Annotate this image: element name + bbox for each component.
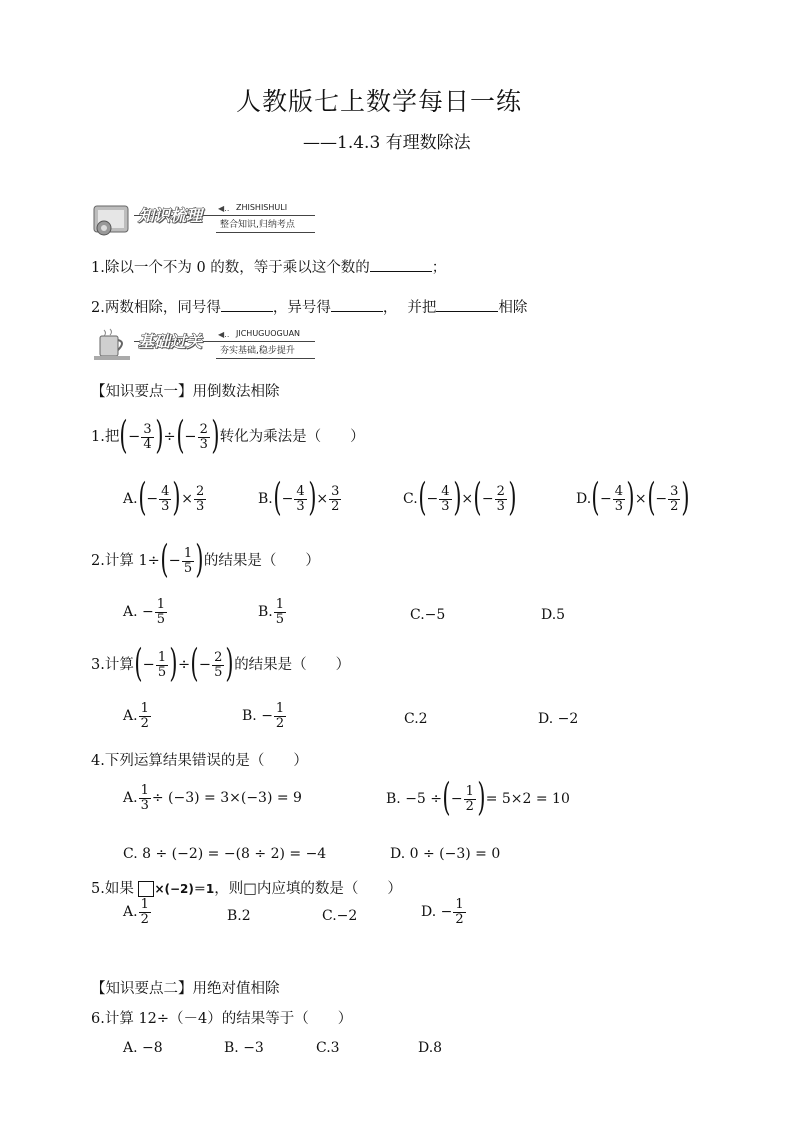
- q3-option-a[interactable]: A. $\frac{1}{2}$: [123, 701, 149, 731]
- q4-option-b[interactable]: B. −5 ÷(− $\frac{1}{2}$ )= 5×2 = 10: [386, 775, 570, 819]
- banner-pinyin: ZHISHISHULI: [236, 203, 288, 212]
- banner-title: 知识梳理: [138, 206, 203, 225]
- q6-option-d[interactable]: D.8: [418, 1040, 443, 1056]
- q5-option-b[interactable]: B.2: [227, 908, 251, 924]
- q5-option-d[interactable]: D. − $\frac{1}{2}$: [421, 897, 464, 927]
- q4-option-c[interactable]: C. 8 ÷ (−2) = −(8 ÷ 2) = −4: [123, 846, 327, 862]
- answer-box: [138, 881, 154, 897]
- q2-option-c[interactable]: C.−5: [410, 607, 446, 623]
- q4-option-a[interactable]: A. $\frac{1}{3}$ ÷ (−3) = 3×(−3) = 9: [123, 783, 302, 813]
- section-heading-1: 【知识要点一】用倒数法相除: [91, 384, 280, 400]
- q5-option-a[interactable]: A. $\frac{1}{2}$: [123, 897, 149, 927]
- q3-option-d[interactable]: D. −2: [538, 711, 579, 727]
- banner-knowledge-review: [90, 200, 315, 236]
- question-4: 4.下列运算结果错误的是（ ）: [91, 753, 308, 769]
- q6-option-b[interactable]: B. −3: [224, 1040, 264, 1056]
- arrow-icon: ◀‥: [218, 330, 230, 339]
- banner-title: 基础过关: [138, 332, 203, 351]
- banner-pinyin: JICHUGUOGUAN: [236, 329, 301, 338]
- q6-option-a[interactable]: A. −8: [123, 1040, 163, 1056]
- q1-option-d[interactable]: D.(− $\frac{4}{3}$ )×(− $\frac{3}{2}$ ): [576, 475, 690, 519]
- question-1: 1.把(− $\frac{3}{4}$ )÷(− $\frac{2}{3}$ )转化为乘法是（ ）: [91, 413, 365, 457]
- q1-option-c[interactable]: C.(− $\frac{4}{3}$ )×(− $\frac{2}{3}$ ): [403, 475, 517, 519]
- q1-option-a[interactable]: A.(− $\frac{4}{3}$ )× $\frac{2}{3}$: [123, 475, 205, 519]
- q2-option-d[interactable]: D.5: [541, 607, 566, 623]
- q6-option-c[interactable]: C.3: [316, 1040, 340, 1056]
- section-heading-2: 【知识要点二】用绝对值相除: [91, 981, 280, 997]
- banner-note: 夯实基础,稳步提升: [220, 346, 295, 356]
- question-5: 5.如果 ×(−2)＝1，则□内应填的数是（ ）: [91, 881, 402, 897]
- q2-option-b[interactable]: B. $\frac{1}{5}$: [258, 597, 285, 627]
- q3-option-b[interactable]: B. − $\frac{1}{2}$: [242, 701, 285, 731]
- review-item-1: 1.除以一个不为 0 的数，等于乘以这个数的 ；: [91, 256, 446, 277]
- page-title: 人教版七上数学每日一练: [236, 87, 523, 116]
- q1-option-b[interactable]: B.(− $\frac{4}{3}$ )× $\frac{3}{2}$: [258, 475, 340, 519]
- banner-basic-practice: [90, 326, 315, 362]
- question-6: 6.计算 12÷（－4）的结果等于（ ）: [91, 1011, 353, 1027]
- q4-option-d[interactable]: D. 0 ÷ (−3) = 0: [390, 846, 501, 862]
- arrow-icon: ◀‥: [218, 204, 230, 213]
- page-subtitle: ——1.4.3 有理数除法: [303, 133, 471, 153]
- q3-option-c[interactable]: C.2: [404, 711, 428, 727]
- q2-option-a[interactable]: A. − $\frac{1}{5}$: [123, 597, 166, 627]
- cup-icon: [90, 326, 136, 364]
- banner-note: 整合知识,归纳考点: [220, 220, 295, 230]
- review-item-2: 2.两数相除，同号得 ，异号得 ， 并把 相除: [91, 296, 527, 317]
- question-3: 3.计算(− $\frac{1}{5}$ )÷(− $\frac{2}{5}$ )的结果是（ ）: [91, 641, 351, 685]
- q5-option-c[interactable]: C.−2: [322, 908, 358, 924]
- question-2: 2.计算 1÷(− $\frac{1}{5}$ )的结果是（ ）: [91, 537, 320, 581]
- book-icon: [90, 200, 136, 238]
